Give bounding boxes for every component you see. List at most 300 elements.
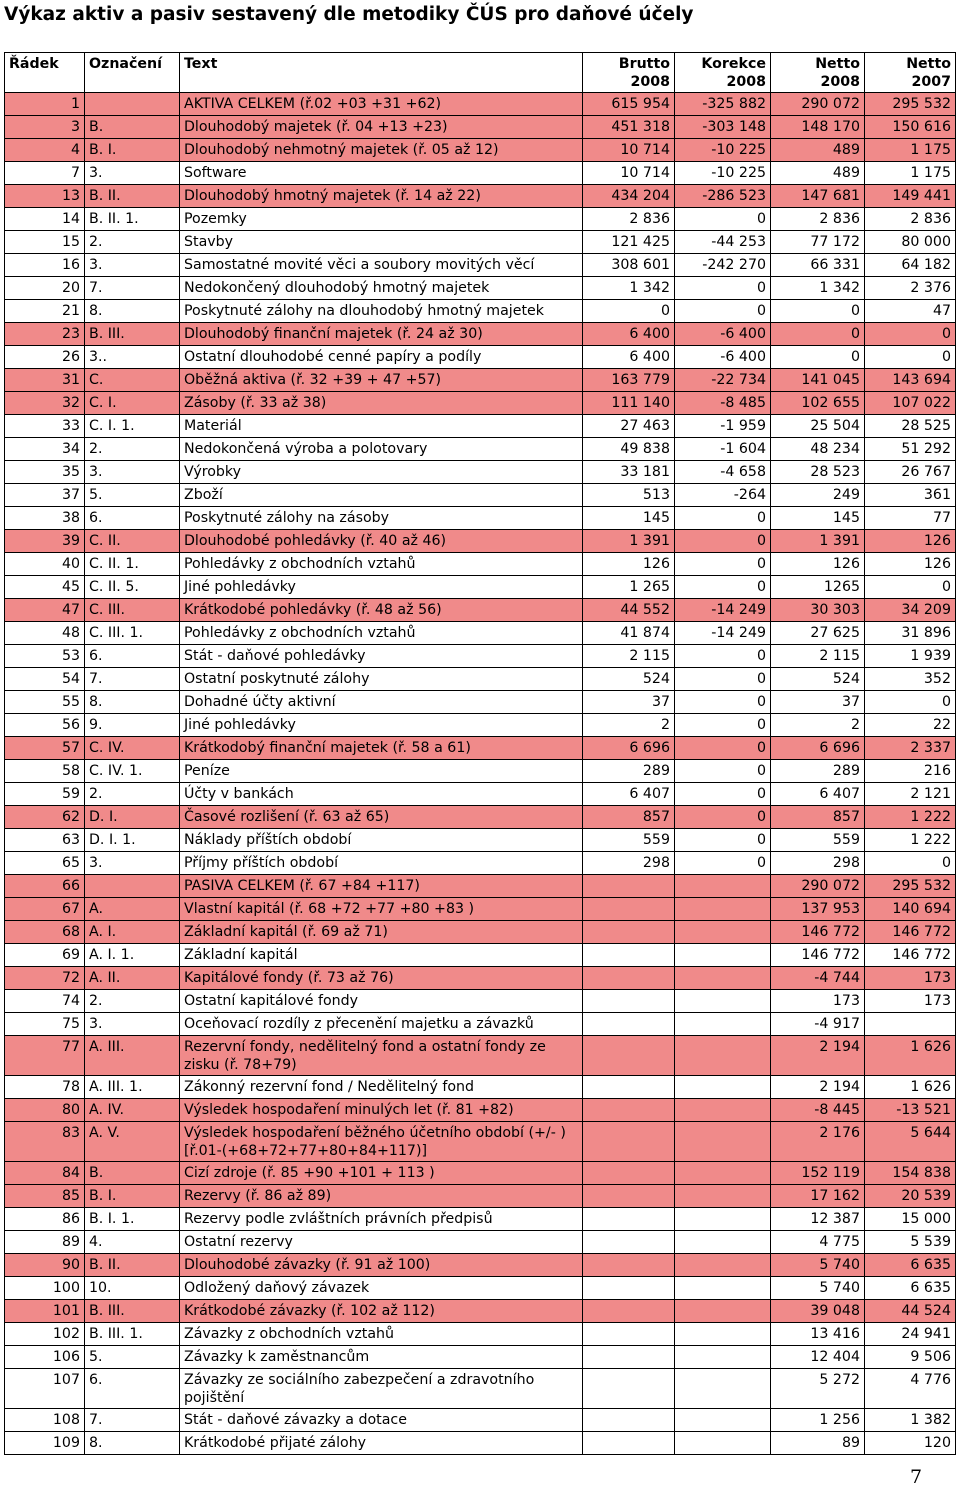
- cell-text: Ostatní dlouhodobé cenné papíry a podíly: [180, 346, 583, 369]
- cell-text: Nedokončený dlouhodobý hmotný majetek: [180, 277, 583, 300]
- cell-text: Zásoby (ř. 33 až 38): [180, 392, 583, 415]
- cell-netto-2008: 30 303: [771, 599, 865, 622]
- cell-netto-2008: 147 681: [771, 185, 865, 208]
- table-row: [5, 645, 956, 668]
- cell-brutto: 163 779: [583, 369, 675, 392]
- cell-netto-2007: 0: [865, 346, 956, 369]
- cell-netto-2007: 6 635: [865, 1277, 956, 1300]
- cell-text: Výrobky: [180, 461, 583, 484]
- cell-netto-2008: 152 119: [771, 1162, 865, 1185]
- cell-text: Nedokončená výroba a polotovary: [180, 438, 583, 461]
- cell-netto-2008: 37: [771, 691, 865, 714]
- cell-brutto: 10 714: [583, 139, 675, 162]
- cell-netto-2008: -4 917: [771, 1013, 865, 1036]
- cell-korekce: 0: [675, 691, 771, 714]
- cell-oznaceni: C. I. 1.: [85, 415, 180, 438]
- cell-netto-2008: 2: [771, 714, 865, 737]
- cell-oznaceni: C. I.: [85, 392, 180, 415]
- cell-brutto: 41 874: [583, 622, 675, 645]
- cell-oznaceni: 5.: [85, 1346, 180, 1369]
- cell-korekce: 0: [675, 760, 771, 783]
- cell-radek: 16: [5, 254, 85, 277]
- table-row: [5, 668, 956, 691]
- cell-radek: 26: [5, 346, 85, 369]
- cell-korekce: [675, 1323, 771, 1346]
- table-row: [5, 1300, 956, 1323]
- cell-text: Vlastní kapitál (ř. 68 +72 +77 +80 +83 ): [180, 898, 583, 921]
- cell-korekce: -14 249: [675, 599, 771, 622]
- cell-netto-2007: 107 022: [865, 392, 956, 415]
- cell-radek: 14: [5, 208, 85, 231]
- cell-oznaceni: C.: [85, 369, 180, 392]
- cell-netto-2007: 31 896: [865, 622, 956, 645]
- cell-netto-2007: 34 209: [865, 599, 956, 622]
- cell-text: Pohledávky z obchodních vztahů: [180, 553, 583, 576]
- cell-radek: 56: [5, 714, 85, 737]
- cell-brutto: 121 425: [583, 231, 675, 254]
- cell-netto-2008: -4 744: [771, 967, 865, 990]
- cell-netto-2007: 1 175: [865, 139, 956, 162]
- table-row: [5, 254, 956, 277]
- cell-oznaceni: C. II. 5.: [85, 576, 180, 599]
- cell-korekce: 0: [675, 714, 771, 737]
- table-row: [5, 116, 956, 139]
- table-row: [5, 208, 956, 231]
- cell-text: Software: [180, 162, 583, 185]
- cell-korekce: -14 249: [675, 622, 771, 645]
- cell-oznaceni: D. I. 1.: [85, 829, 180, 852]
- cell-korekce: 0: [675, 645, 771, 668]
- cell-netto-2007: 173: [865, 967, 956, 990]
- cell-brutto: [583, 1099, 675, 1122]
- cell-oznaceni: 3..: [85, 346, 180, 369]
- cell-netto-2007: 77: [865, 507, 956, 530]
- cell-korekce: 0: [675, 829, 771, 852]
- cell-korekce: -4 658: [675, 461, 771, 484]
- cell-radek: 1: [5, 93, 85, 116]
- cell-radek: 66: [5, 875, 85, 898]
- cell-text: PASIVA CELKEM (ř. 67 +84 +117): [180, 875, 583, 898]
- cell-oznaceni: 3.: [85, 461, 180, 484]
- cell-netto-2007: 2 376: [865, 277, 956, 300]
- cell-radek: 90: [5, 1254, 85, 1277]
- table-row: [5, 530, 956, 553]
- cell-korekce: [675, 1409, 771, 1432]
- cell-text: Zákonný rezervní fond / Nedělitelný fond: [180, 1076, 583, 1099]
- table-row: [5, 346, 956, 369]
- cell-text: Stát - daňové pohledávky: [180, 645, 583, 668]
- cell-text: Krátkodobý finanční majetek (ř. 58 a 61): [180, 737, 583, 760]
- cell-oznaceni: B. I. 1.: [85, 1208, 180, 1231]
- cell-netto-2008: 17 162: [771, 1185, 865, 1208]
- cell-korekce: 0: [675, 783, 771, 806]
- cell-radek: 58: [5, 760, 85, 783]
- cell-radek: 3: [5, 116, 85, 139]
- cell-text: Poskytnuté zálohy na dlouhodobý hmotný majetek: [180, 300, 583, 323]
- cell-netto-2007: 24 941: [865, 1323, 956, 1346]
- cell-brutto: [583, 875, 675, 898]
- cell-text: Pohledávky z obchodních vztahů: [180, 622, 583, 645]
- cell-netto-2007: 9 506: [865, 1346, 956, 1369]
- cell-korekce: -6 400: [675, 346, 771, 369]
- cell-brutto: 2: [583, 714, 675, 737]
- cell-brutto: 1 265: [583, 576, 675, 599]
- cell-brutto: [583, 1162, 675, 1185]
- table-row: [5, 93, 956, 116]
- table-row: [5, 461, 956, 484]
- cell-netto-2007: [865, 1013, 956, 1036]
- cell-text: Oběžná aktiva (ř. 32 +39 + 47 +57): [180, 369, 583, 392]
- cell-text: Ostatní poskytnuté zálohy: [180, 668, 583, 691]
- cell-netto-2007: 1 939: [865, 645, 956, 668]
- cell-korekce: -303 148: [675, 116, 771, 139]
- cell-oznaceni: 8.: [85, 300, 180, 323]
- cell-netto-2007: 5 644: [865, 1122, 956, 1162]
- cell-brutto: 27 463: [583, 415, 675, 438]
- cell-oznaceni: A. I. 1.: [85, 944, 180, 967]
- cell-netto-2008: 1 391: [771, 530, 865, 553]
- cell-radek: 40: [5, 553, 85, 576]
- cell-korekce: 0: [675, 208, 771, 231]
- cell-netto-2007: 64 182: [865, 254, 956, 277]
- cell-netto-2007: 216: [865, 760, 956, 783]
- cell-brutto: 145: [583, 507, 675, 530]
- cell-brutto: 6 400: [583, 346, 675, 369]
- table-row: [5, 1231, 956, 1254]
- table-row: [5, 576, 956, 599]
- cell-radek: 57: [5, 737, 85, 760]
- cell-radek: 78: [5, 1076, 85, 1099]
- cell-radek: 20: [5, 277, 85, 300]
- cell-text: Dlouhodobý majetek (ř. 04 +13 +23): [180, 116, 583, 139]
- cell-netto-2008: 524: [771, 668, 865, 691]
- cell-korekce: 0: [675, 737, 771, 760]
- table-row: [5, 599, 956, 622]
- cell-radek: 39: [5, 530, 85, 553]
- cell-brutto: 49 838: [583, 438, 675, 461]
- cell-oznaceni: 6.: [85, 1369, 180, 1409]
- cell-radek: 62: [5, 806, 85, 829]
- cell-netto-2007: 20 539: [865, 1185, 956, 1208]
- table-row: [5, 921, 956, 944]
- cell-brutto: [583, 990, 675, 1013]
- cell-text: Náklady příštích období: [180, 829, 583, 852]
- cell-netto-2007: 5 539: [865, 1231, 956, 1254]
- cell-netto-2008: 857: [771, 806, 865, 829]
- cell-netto-2007: 1 626: [865, 1036, 956, 1076]
- cell-netto-2007: 150 616: [865, 116, 956, 139]
- cell-oznaceni: C. IV.: [85, 737, 180, 760]
- cell-korekce: [675, 875, 771, 898]
- cell-netto-2007: 361: [865, 484, 956, 507]
- cell-oznaceni: A. I.: [85, 921, 180, 944]
- cell-brutto: [583, 1208, 675, 1231]
- cell-radek: 38: [5, 507, 85, 530]
- cell-radek: 37: [5, 484, 85, 507]
- cell-korekce: [675, 1208, 771, 1231]
- cell-text: Materiál: [180, 415, 583, 438]
- cell-radek: 100: [5, 1277, 85, 1300]
- header-radek: Řádek: [5, 53, 85, 93]
- cell-radek: 55: [5, 691, 85, 714]
- table-row: [5, 1346, 956, 1369]
- cell-netto-2007: 154 838: [865, 1162, 956, 1185]
- cell-oznaceni: C. IV. 1.: [85, 760, 180, 783]
- cell-text: Základní kapitál (ř. 69 až 71): [180, 921, 583, 944]
- cell-brutto: 434 204: [583, 185, 675, 208]
- table-row: [5, 714, 956, 737]
- cell-radek: 107: [5, 1369, 85, 1409]
- cell-netto-2008: 290 072: [771, 875, 865, 898]
- table-row: [5, 1323, 956, 1346]
- cell-netto-2007: 26 767: [865, 461, 956, 484]
- cell-brutto: [583, 1036, 675, 1076]
- table-row: [5, 1432, 956, 1455]
- cell-netto-2007: 173: [865, 990, 956, 1013]
- cell-radek: 101: [5, 1300, 85, 1323]
- cell-brutto: [583, 1300, 675, 1323]
- table-row: [5, 760, 956, 783]
- cell-oznaceni: 6.: [85, 645, 180, 668]
- cell-korekce: 0: [675, 277, 771, 300]
- cell-netto-2008: 137 953: [771, 898, 865, 921]
- cell-oznaceni: 6.: [85, 507, 180, 530]
- cell-korekce: -264: [675, 484, 771, 507]
- table-row: [5, 1162, 956, 1185]
- cell-netto-2008: 12 387: [771, 1208, 865, 1231]
- cell-text: Rezervy podle zvláštních právních předpisů: [180, 1208, 583, 1231]
- cell-korekce: -8 485: [675, 392, 771, 415]
- cell-netto-2008: 489: [771, 139, 865, 162]
- cell-radek: 4: [5, 139, 85, 162]
- cell-netto-2008: 5 740: [771, 1277, 865, 1300]
- table-row: [5, 737, 956, 760]
- cell-radek: 54: [5, 668, 85, 691]
- cell-netto-2007: 149 441: [865, 185, 956, 208]
- cell-text: Výsledek hospodaření běžného účetního období (+/- )[ř.01-(+68+72+77+80+84+117)]: [180, 1122, 583, 1162]
- cell-brutto: [583, 1254, 675, 1277]
- table-row: [5, 875, 956, 898]
- cell-korekce: [675, 1185, 771, 1208]
- cell-oznaceni: 8.: [85, 1432, 180, 1455]
- cell-radek: 48: [5, 622, 85, 645]
- cell-korekce: [675, 921, 771, 944]
- cell-netto-2008: -8 445: [771, 1099, 865, 1122]
- cell-korekce: -10 225: [675, 162, 771, 185]
- cell-netto-2007: 22: [865, 714, 956, 737]
- cell-brutto: 524: [583, 668, 675, 691]
- cell-text: Dlouhodobý nehmotný majetek (ř. 05 až 12): [180, 139, 583, 162]
- cell-oznaceni: 7.: [85, 668, 180, 691]
- cell-netto-2008: 2 194: [771, 1036, 865, 1076]
- cell-text: Oceňovací rozdíly z přecenění majetku a závazků: [180, 1013, 583, 1036]
- cell-netto-2008: 148 170: [771, 116, 865, 139]
- cell-oznaceni: B. III. 1.: [85, 1323, 180, 1346]
- cell-oznaceni: A. V.: [85, 1122, 180, 1162]
- cell-netto-2008: 2 836: [771, 208, 865, 231]
- cell-brutto: [583, 1277, 675, 1300]
- cell-brutto: [583, 1185, 675, 1208]
- cell-netto-2008: 126: [771, 553, 865, 576]
- cell-radek: 109: [5, 1432, 85, 1455]
- cell-radek: 45: [5, 576, 85, 599]
- page-title: Výkaz aktiv a pasiv sestavený dle metodiky ČÚS pro daňové účely: [4, 4, 694, 25]
- header-netto-2007: Netto 2007: [865, 53, 956, 93]
- cell-netto-2008: 28 523: [771, 461, 865, 484]
- cell-oznaceni: [85, 93, 180, 116]
- cell-korekce: -242 270: [675, 254, 771, 277]
- cell-oznaceni: 3.: [85, 1013, 180, 1036]
- cell-radek: 53: [5, 645, 85, 668]
- cell-netto-2007: 146 772: [865, 944, 956, 967]
- cell-brutto: 513: [583, 484, 675, 507]
- cell-brutto: 559: [583, 829, 675, 852]
- cell-oznaceni: B. II. 1.: [85, 208, 180, 231]
- cell-radek: 15: [5, 231, 85, 254]
- cell-korekce: [675, 1300, 771, 1323]
- table-row: [5, 829, 956, 852]
- table-row: [5, 484, 956, 507]
- cell-oznaceni: A. IV.: [85, 1099, 180, 1122]
- cell-oznaceni: 3.: [85, 162, 180, 185]
- cell-korekce: [675, 1162, 771, 1185]
- cell-oznaceni: [85, 875, 180, 898]
- cell-text: Rezervy (ř. 86 až 89): [180, 1185, 583, 1208]
- table-row: [5, 300, 956, 323]
- cell-netto-2008: 12 404: [771, 1346, 865, 1369]
- cell-radek: 23: [5, 323, 85, 346]
- cell-netto-2007: 2 836: [865, 208, 956, 231]
- cell-radek: 21: [5, 300, 85, 323]
- cell-korekce: [675, 1013, 771, 1036]
- cell-netto-2008: 2 194: [771, 1076, 865, 1099]
- cell-korekce: 0: [675, 507, 771, 530]
- header-oznaceni: Označení: [85, 53, 180, 93]
- table-row: [5, 990, 956, 1013]
- cell-radek: 108: [5, 1409, 85, 1432]
- cell-netto-2007: 1 222: [865, 829, 956, 852]
- cell-netto-2007: 146 772: [865, 921, 956, 944]
- cell-netto-2008: 1 256: [771, 1409, 865, 1432]
- cell-brutto: [583, 1122, 675, 1162]
- table-row: [5, 1369, 956, 1409]
- cell-netto-2007: 126: [865, 530, 956, 553]
- cell-netto-2008: 0: [771, 323, 865, 346]
- cell-korekce: [675, 967, 771, 990]
- cell-oznaceni: B.: [85, 116, 180, 139]
- cell-text: Dlouhodobé závazky (ř. 91 až 100): [180, 1254, 583, 1277]
- cell-oznaceni: A. III.: [85, 1036, 180, 1076]
- cell-netto-2007: 0: [865, 576, 956, 599]
- cell-oznaceni: B. I.: [85, 1185, 180, 1208]
- cell-brutto: [583, 1369, 675, 1409]
- cell-text: Ostatní kapitálové fondy: [180, 990, 583, 1013]
- cell-netto-2007: 51 292: [865, 438, 956, 461]
- cell-korekce: -286 523: [675, 185, 771, 208]
- table-row: [5, 967, 956, 990]
- cell-netto-2008: 146 772: [771, 944, 865, 967]
- page-number: 7: [910, 1466, 923, 1488]
- table-row: [5, 622, 956, 645]
- cell-oznaceni: 3.: [85, 852, 180, 875]
- cell-brutto: 451 318: [583, 116, 675, 139]
- cell-radek: 106: [5, 1346, 85, 1369]
- cell-netto-2008: 5 272: [771, 1369, 865, 1409]
- cell-korekce: [675, 1122, 771, 1162]
- cell-radek: 13: [5, 185, 85, 208]
- cell-korekce: 0: [675, 553, 771, 576]
- cell-brutto: 126: [583, 553, 675, 576]
- cell-text: Závazky k zaměstnancům: [180, 1346, 583, 1369]
- cell-oznaceni: B. II.: [85, 185, 180, 208]
- cell-radek: 85: [5, 1185, 85, 1208]
- cell-netto-2007: 143 694: [865, 369, 956, 392]
- table-row: [5, 139, 956, 162]
- cell-oznaceni: B. III.: [85, 323, 180, 346]
- cell-brutto: [583, 1231, 675, 1254]
- header-korekce: Korekce 2008: [675, 53, 771, 93]
- cell-text: Dlouhodobý finanční majetek (ř. 24 až 30): [180, 323, 583, 346]
- cell-oznaceni: 4.: [85, 1231, 180, 1254]
- table-row: [5, 415, 956, 438]
- cell-brutto: 111 140: [583, 392, 675, 415]
- table-row: [5, 1036, 956, 1076]
- cell-brutto: 308 601: [583, 254, 675, 277]
- cell-korekce: [675, 1099, 771, 1122]
- cell-radek: 72: [5, 967, 85, 990]
- cell-netto-2008: 0: [771, 346, 865, 369]
- cell-korekce: 0: [675, 668, 771, 691]
- cell-korekce: [675, 898, 771, 921]
- cell-korekce: -1 604: [675, 438, 771, 461]
- cell-netto-2008: 2 115: [771, 645, 865, 668]
- cell-netto-2008: 1265: [771, 576, 865, 599]
- cell-radek: 31: [5, 369, 85, 392]
- table-row: [5, 944, 956, 967]
- cell-brutto: [583, 1432, 675, 1455]
- cell-korekce: -6 400: [675, 323, 771, 346]
- cell-netto-2008: 146 772: [771, 921, 865, 944]
- cell-korekce: -22 734: [675, 369, 771, 392]
- cell-korekce: [675, 1036, 771, 1076]
- cell-radek: 67: [5, 898, 85, 921]
- cell-korekce: [675, 1369, 771, 1409]
- cell-oznaceni: 9.: [85, 714, 180, 737]
- cell-oznaceni: B. III.: [85, 1300, 180, 1323]
- cell-oznaceni: 2.: [85, 783, 180, 806]
- cell-radek: 102: [5, 1323, 85, 1346]
- cell-netto-2007: 28 525: [865, 415, 956, 438]
- cell-netto-2007: 15 000: [865, 1208, 956, 1231]
- cell-korekce: [675, 1277, 771, 1300]
- cell-netto-2007: 47: [865, 300, 956, 323]
- cell-radek: 59: [5, 783, 85, 806]
- cell-text: Krátkodobé závazky (ř. 102 až 112): [180, 1300, 583, 1323]
- cell-radek: 84: [5, 1162, 85, 1185]
- table-row: [5, 1099, 956, 1122]
- cell-oznaceni: 2.: [85, 231, 180, 254]
- cell-korekce: [675, 1432, 771, 1455]
- cell-text: Stát - daňové závazky a dotace: [180, 1409, 583, 1432]
- balance-sheet-table: [4, 52, 956, 1455]
- cell-netto-2008: 289: [771, 760, 865, 783]
- cell-brutto: [583, 1013, 675, 1036]
- cell-radek: 69: [5, 944, 85, 967]
- cell-brutto: 615 954: [583, 93, 675, 116]
- cell-brutto: 298: [583, 852, 675, 875]
- cell-netto-2008: 1 342: [771, 277, 865, 300]
- table-row: [5, 392, 956, 415]
